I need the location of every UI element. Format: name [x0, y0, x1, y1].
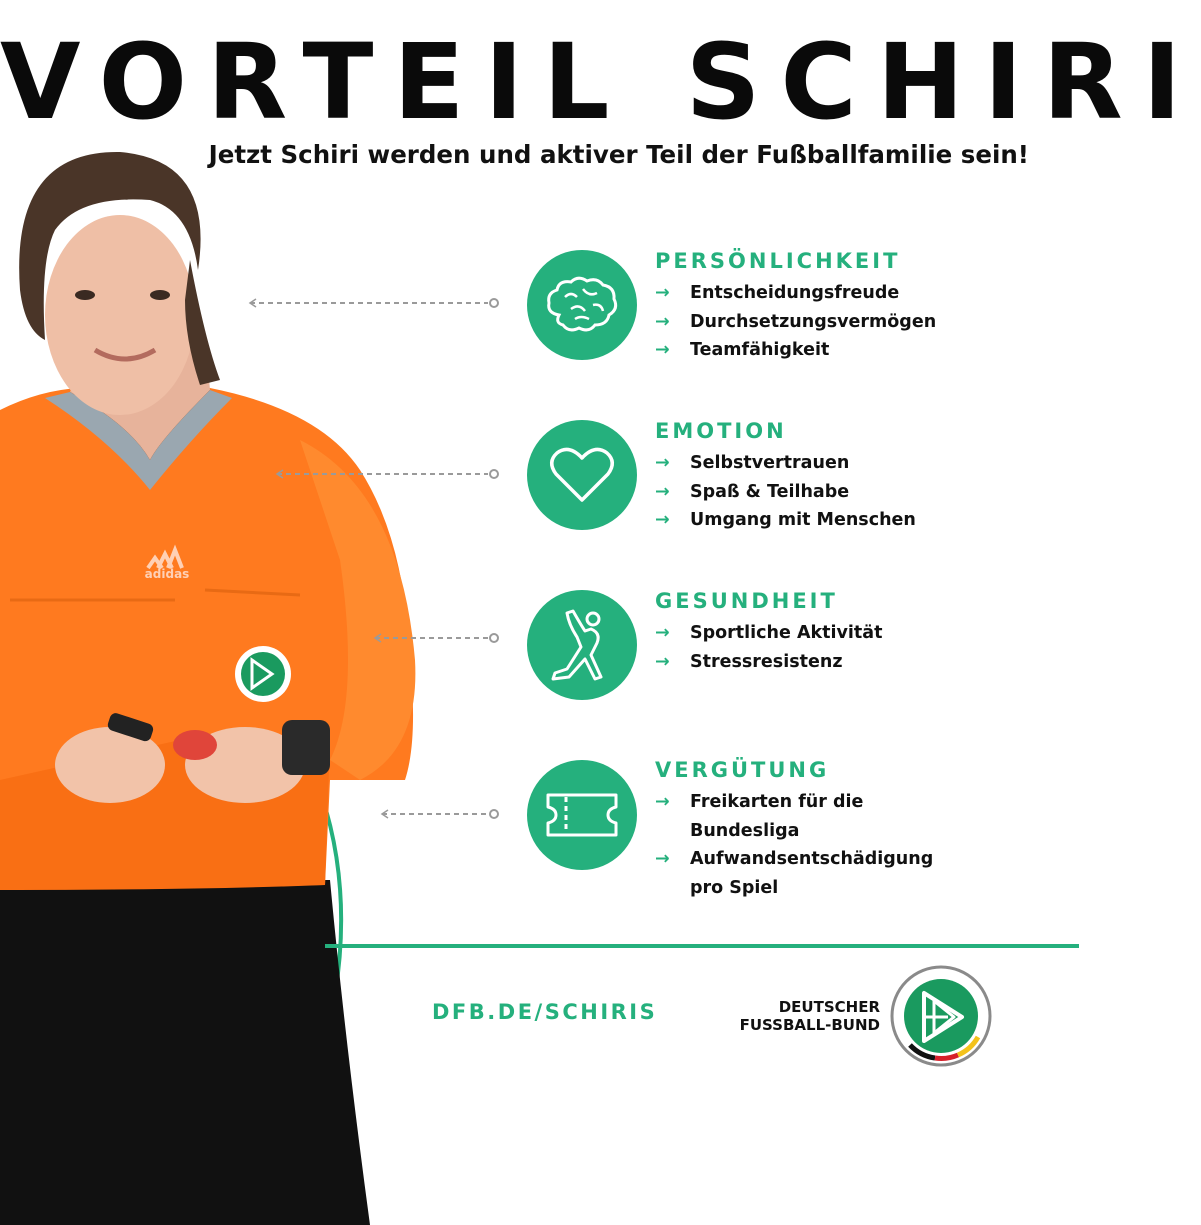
benefit-heading: VERGÜTUNG [655, 758, 830, 782]
dfb-logo-icon [890, 965, 992, 1067]
benefit-emotion [655, 419, 960, 535]
benefit-heading: EMOTION [655, 419, 787, 443]
arrow-icon: → [655, 453, 670, 473]
ticket-icon-circle [527, 760, 637, 870]
organization-name: DEUTSCHER FUSSBALL-BUND [739, 998, 880, 1034]
benefit-heading: GESUNDHEIT [655, 589, 838, 613]
brain-icon-circle [527, 250, 637, 360]
pointer-compensation [380, 809, 503, 819]
arrow-icon: → [655, 849, 670, 869]
list-item: → Spaß & Teilhabe [655, 478, 960, 507]
arrow-icon: → [655, 651, 670, 672]
list-item: → Teamfähigkeit [655, 336, 960, 365]
heart-icon [549, 446, 615, 504]
athlete-icon-circle [527, 590, 637, 700]
website-link[interactable]: DFB.DE/SCHIRIS [432, 1000, 658, 1024]
athlete-icon [551, 607, 613, 683]
arrow-icon: → [655, 283, 670, 303]
list-item: → Entscheidungsfreude [655, 279, 960, 308]
arrow-icon: → [655, 623, 670, 643]
benefit-heading: PERSÖNLICHKEIT [655, 249, 901, 273]
list-item: → Selbstvertrauen [655, 449, 960, 478]
list-item: → Stressresistenz [655, 648, 960, 677]
list-item: → Durchsetzungsvermögen [655, 308, 960, 337]
arrow-icon: → [655, 311, 670, 332]
list-item: → Aufwandsentschädigung pro Spiel [655, 845, 960, 902]
page-subtitle: Jetzt Schiri werden und aktiver Teil der Fußballfamilie sein! [208, 140, 1029, 169]
shirt-brand-text: adidas [144, 567, 190, 581]
benefit-compensation [655, 758, 960, 902]
arrow-icon: → [655, 510, 670, 530]
list-item: → Umgang mit Menschen [655, 506, 960, 535]
pointer-personality [248, 298, 503, 308]
list-item: → Sportliche Aktivität [655, 619, 960, 648]
footer-divider [325, 944, 1079, 948]
arrow-icon: → [655, 792, 670, 812]
page-title: VORTEIL SCHIRI [0, 21, 1201, 143]
list-item: → Freikarten für die Bundesliga [655, 788, 900, 845]
pointer-health [373, 633, 503, 643]
benefit-personality [655, 249, 960, 365]
arrow-icon: → [655, 481, 670, 502]
heart-icon-circle [527, 420, 637, 530]
benefit-health [655, 589, 960, 676]
ticket-icon [544, 791, 620, 839]
arrow-icon: → [655, 340, 670, 360]
brain-icon [545, 275, 619, 335]
pointer-emotion [275, 469, 503, 479]
